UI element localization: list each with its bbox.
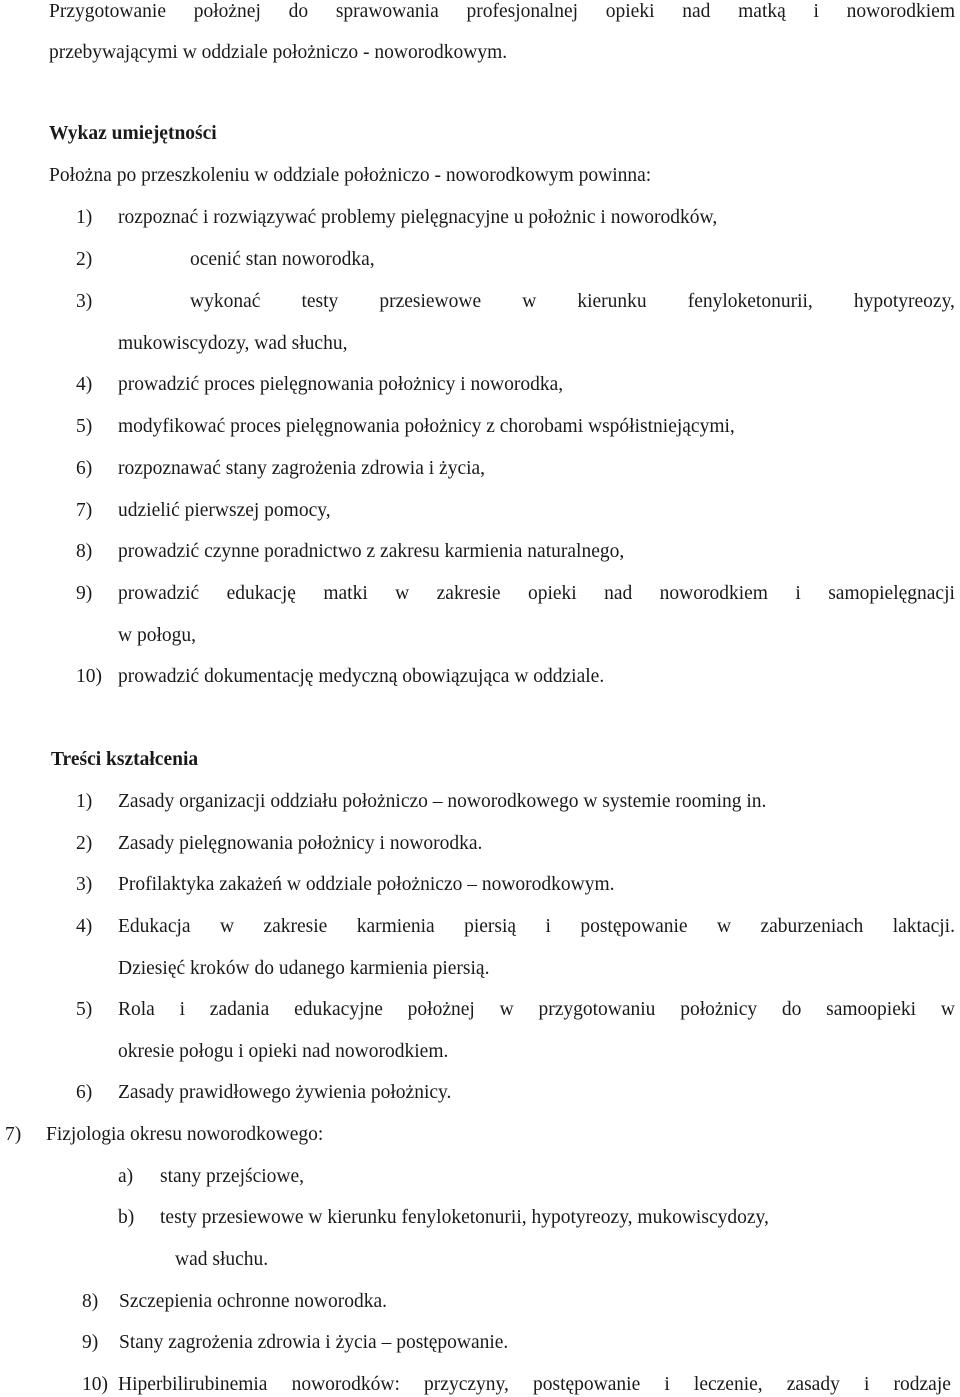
word: w (395, 583, 410, 604)
list-item-number: 9) (76, 583, 93, 604)
word: noworodkiem (659, 583, 768, 604)
list-item-number: 5) (76, 416, 93, 437)
list-item-number: 3) (76, 291, 93, 312)
list-item-number: 1) (76, 791, 93, 812)
word: noworodków: (291, 1374, 400, 1395)
list-item-number: 8) (82, 1291, 99, 1312)
word: matką (738, 1, 786, 22)
list-item-text: udzielić pierwszej pomocy, (118, 500, 331, 521)
word: leczenie, (693, 1374, 763, 1395)
word: i (545, 916, 551, 937)
list-item-text: ocenić stan noworodka, (190, 249, 375, 270)
word: samoopieki (826, 999, 917, 1020)
list-item-number: 3) (76, 874, 93, 895)
list-item-number: 9) (82, 1332, 99, 1353)
word: przesiewowe (379, 291, 482, 312)
word: położnej (407, 999, 475, 1020)
word: nad (604, 583, 633, 604)
list-item-text: prowadzić czynne poradnictwo z zakresu karmienia naturalnego, (118, 541, 625, 562)
list-item-text: modyfikować proces pielęgnowania położnicy z chorobami współistniejącymi, (118, 416, 735, 437)
word: karmienia (356, 916, 435, 937)
word: do (781, 999, 802, 1020)
list-item-number: 10) (76, 666, 102, 687)
list-item-number: 5) (76, 999, 93, 1020)
list-item-number: 7) (5, 1124, 22, 1145)
list-item-continuation: Dziesięć kroków do udanego karmienia piersią. (118, 958, 490, 979)
word: laktacji. (892, 916, 955, 937)
word: noworodkiem (846, 1, 955, 22)
word: Edukacja (118, 916, 191, 937)
word: matki (323, 583, 368, 604)
list-item-text: rozpoznawać stany zagrożenia zdrowia i życia, (118, 458, 486, 479)
word: zakresie (436, 583, 501, 604)
word: opieki (605, 1, 655, 22)
word: opieki (527, 583, 577, 604)
word: w (219, 916, 235, 937)
word: i (813, 1, 819, 22)
list-item-text: Profilaktyka zakażeń w oddziale położniczo – noworodkowym. (118, 874, 615, 895)
word: nad (682, 1, 711, 22)
intro-line-2: przebywającymi w oddziale położniczo - noworodkowym. (49, 42, 508, 63)
word: zadania (209, 999, 270, 1020)
list-item-text: stany przejściowe, (160, 1166, 305, 1187)
word: przyczyny, (424, 1374, 509, 1395)
list-item-text (118, 1373, 951, 1397)
list-item-text (118, 582, 955, 606)
list-item-continuation: mukowiscydozy, wad słuchu, (118, 333, 348, 354)
word: hypotyreozy, (853, 291, 955, 312)
word: w (522, 291, 537, 312)
list-item-number: 8) (76, 541, 93, 562)
word: i (863, 1374, 870, 1395)
list-item-letter: a) (118, 1166, 134, 1187)
word: Hiperbilirubinemia (118, 1374, 268, 1395)
word: zakresie (263, 916, 328, 937)
list-item-text: rozpoznać i rozwiązywać problemy pielęgnacyjne u położnic i noworodków, (118, 207, 718, 228)
list-item-text: Zasady pielęgnowania położnicy i noworodka. (118, 833, 483, 854)
content-heading: Treści kształcenia (51, 749, 199, 770)
word: zasady (786, 1374, 840, 1395)
word: zaburzeniach (760, 916, 864, 937)
word: postępowanie (580, 916, 688, 937)
list-item-text: prowadzić proces pielęgnowania położnicy i noworodka, (118, 374, 564, 395)
list-item-text: Zasady organizacji oddziału położniczo – noworodkowego w systemie rooming in. (118, 791, 767, 812)
list-item-number: 6) (76, 1082, 93, 1103)
list-item-number: 4) (76, 374, 93, 395)
word: samopielęgnacji (828, 583, 955, 604)
word: w (940, 999, 955, 1020)
list-item-text (118, 915, 955, 939)
list-item-continuation: okresie połogu i opieki nad noworodkiem. (118, 1041, 449, 1062)
word: i (664, 1374, 670, 1395)
list-item-text: prowadzić dokumentację medyczną obowiązująca w oddziale. (118, 666, 605, 687)
word: sprawowania (335, 1, 439, 22)
word: kierunku (577, 291, 647, 312)
list-item-text: Stany zagrożenia zdrowia i życia – postępowanie. (119, 1332, 509, 1353)
list-item-continuation: wad słuchu. (175, 1249, 269, 1270)
word: w (499, 999, 514, 1020)
word: i (795, 583, 801, 604)
word: edukacyjne (294, 999, 383, 1020)
word: postępowanie (533, 1374, 641, 1395)
list-item-number: 2) (76, 833, 93, 854)
list-item-text (118, 998, 955, 1022)
list-item-number: 7) (76, 500, 93, 521)
word: Przygotowanie (49, 1, 166, 22)
word: Rola (118, 999, 155, 1020)
word: edukację (226, 583, 296, 604)
word: położnicy (680, 999, 758, 1020)
word: prowadzić (118, 583, 200, 604)
list-item-text: Fizjologia okresu noworodkowego: (46, 1124, 324, 1145)
list-item-text: testy przesiewowe w kierunku fenyloketonurii, hypotyreozy, mukowiscydozy, (160, 1207, 769, 1228)
list-item-text (190, 290, 955, 314)
word: przygotowaniu (538, 999, 656, 1020)
list-item-number: 10) (82, 1374, 108, 1395)
word: piersią (464, 916, 517, 937)
list-item-number: 4) (76, 916, 93, 937)
list-item-text: Zasady prawidłowego żywienia położnicy. (118, 1082, 452, 1103)
word: do (288, 1, 309, 22)
word: położnej (193, 1, 261, 22)
word: i (179, 999, 186, 1020)
list-item-letter: b) (118, 1207, 135, 1228)
word: w (716, 916, 732, 937)
word: profesjonalnej (466, 1, 579, 22)
word: wykonać (190, 291, 261, 312)
list-item-number: 6) (76, 458, 93, 479)
list-item-number: 2) (76, 249, 93, 270)
word: rodzaje (893, 1374, 951, 1395)
skills-heading: Wykaz umiejętności (49, 123, 217, 144)
word: fenyloketonurii, (687, 291, 813, 312)
list-item-continuation: w połogu, (118, 625, 196, 646)
word: testy (301, 291, 339, 312)
list-item-text: Szczepienia ochronne noworodka. (119, 1291, 388, 1312)
intro-line-1 (49, 0, 955, 24)
list-item-number: 1) (76, 207, 93, 228)
skills-lead: Położna po przeszkoleniu w oddziale położniczo - noworodkowym powinna: (49, 165, 652, 186)
